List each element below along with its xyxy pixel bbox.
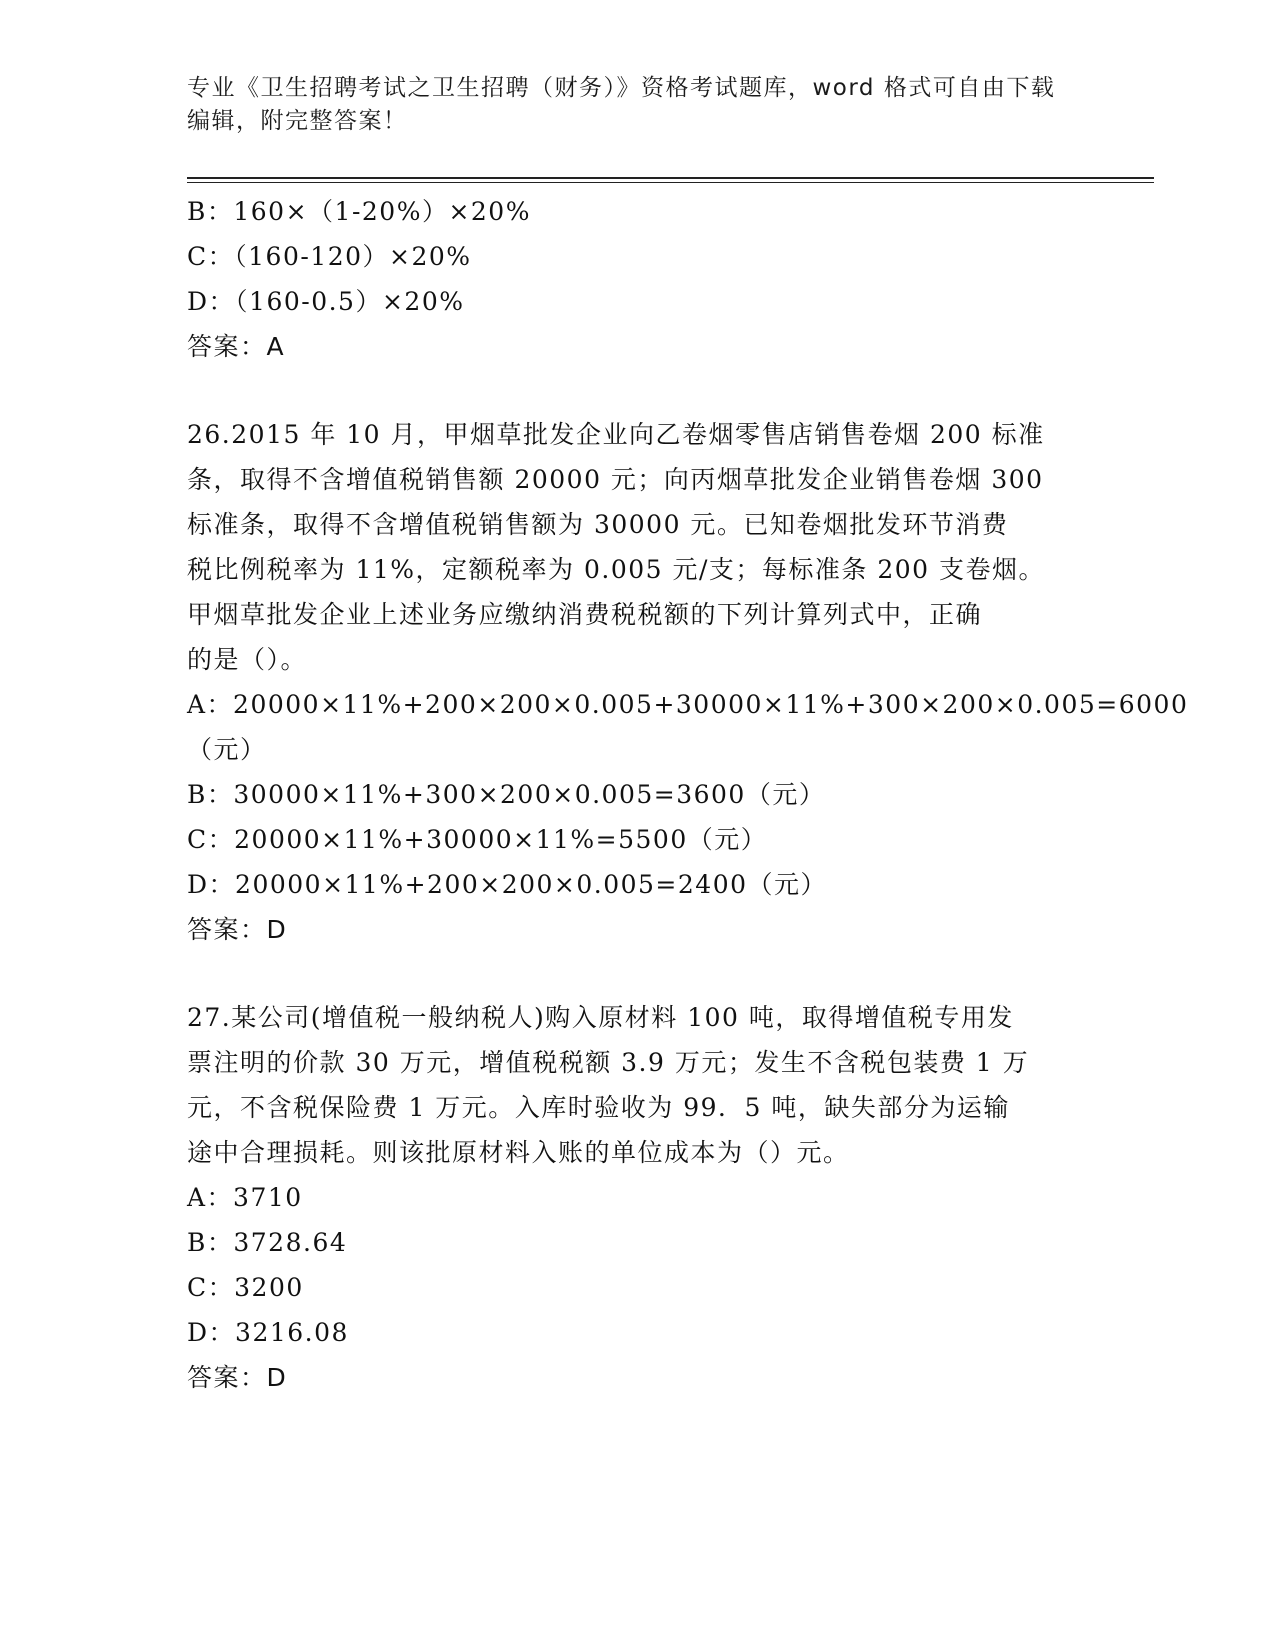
header-line-1: 专业《卫生招聘考试之卫生招聘（财务）》资格考试题库，word 格式可自由下载 xyxy=(187,75,1056,101)
option-d: D：3216.08 xyxy=(187,1318,349,1347)
answer-line: 答案：A xyxy=(187,332,286,361)
option-c: C：（160-120）×20% xyxy=(187,242,472,271)
question-stem xyxy=(187,412,1087,682)
option-a: A：3710 xyxy=(187,1183,303,1212)
question-content xyxy=(187,189,1189,1400)
option-d: D：20000×11%+200×200×0.005=2400（元） xyxy=(187,870,828,899)
stem-line: 票注明的价款 30 万元，增值税税额 3.9 万元；发生不含税包装费 1 万 xyxy=(187,1048,1030,1077)
option-c: C：3200 xyxy=(187,1273,304,1302)
option-c: C：20000×11%+30000×11%=5500（元） xyxy=(187,825,768,854)
stem-line: 途中合理损耗。则该批原材料入账的单位成本为（）元。 xyxy=(187,1138,850,1167)
header-rule-thick xyxy=(187,177,1154,179)
stem-line: 甲烟草批发企业上述业务应缴纳消费税税额的下列计算列式中，正确 xyxy=(187,600,983,629)
stem-line: 26.2015 年 10 月，甲烟草批发企业向乙卷烟零售店销售卷烟 200 标准 xyxy=(187,420,1045,449)
stem-line: 税比例税率为 11%，定额税率为 0.005 元/支；每标准条 200 支卷烟。 xyxy=(187,555,1046,584)
option-a-continued: （元） xyxy=(187,735,267,764)
header-rule-thin xyxy=(187,182,1154,183)
option-b: B：3728.64 xyxy=(187,1228,348,1257)
header-line-2: 编辑，附完整答案！ xyxy=(187,108,408,134)
page-header xyxy=(187,72,1087,138)
answer-line: 答案：D xyxy=(187,915,288,944)
option-b: B：160×（1-20%）×20% xyxy=(187,197,531,226)
stem-line: 标准条，取得不含增值税销售额为 30000 元。已知卷烟批发环节消费 xyxy=(187,510,1009,539)
question-25-tail xyxy=(187,189,1087,369)
option-a: A：20000×11%+200×200×0.005+30000×11%+300×200×0.005=6000 xyxy=(187,690,1189,719)
stem-line: 条，取得不含增值税销售额 20000 元；向丙烟草批发企业销售卷烟 300 xyxy=(187,465,1044,494)
answer-line: 答案：D xyxy=(187,1363,288,1392)
option-b: B：30000×11%+300×200×0.005=3600（元） xyxy=(187,780,826,809)
question-26 xyxy=(187,412,1189,952)
stem-line: 的是（）。 xyxy=(187,645,308,674)
stem-line: 27.某公司(增值税一般纳税人)购入原材料 100 吨，取得增值税专用发 xyxy=(187,1003,1014,1032)
question-stem xyxy=(187,995,1087,1175)
stem-line: 元，不含税保险费 1 万元。入库时验收为 99．5 吨，缺失部分为运输 xyxy=(187,1093,1010,1122)
question-27 xyxy=(187,995,1087,1400)
option-d: D：（160-0.5）×20% xyxy=(187,287,465,316)
